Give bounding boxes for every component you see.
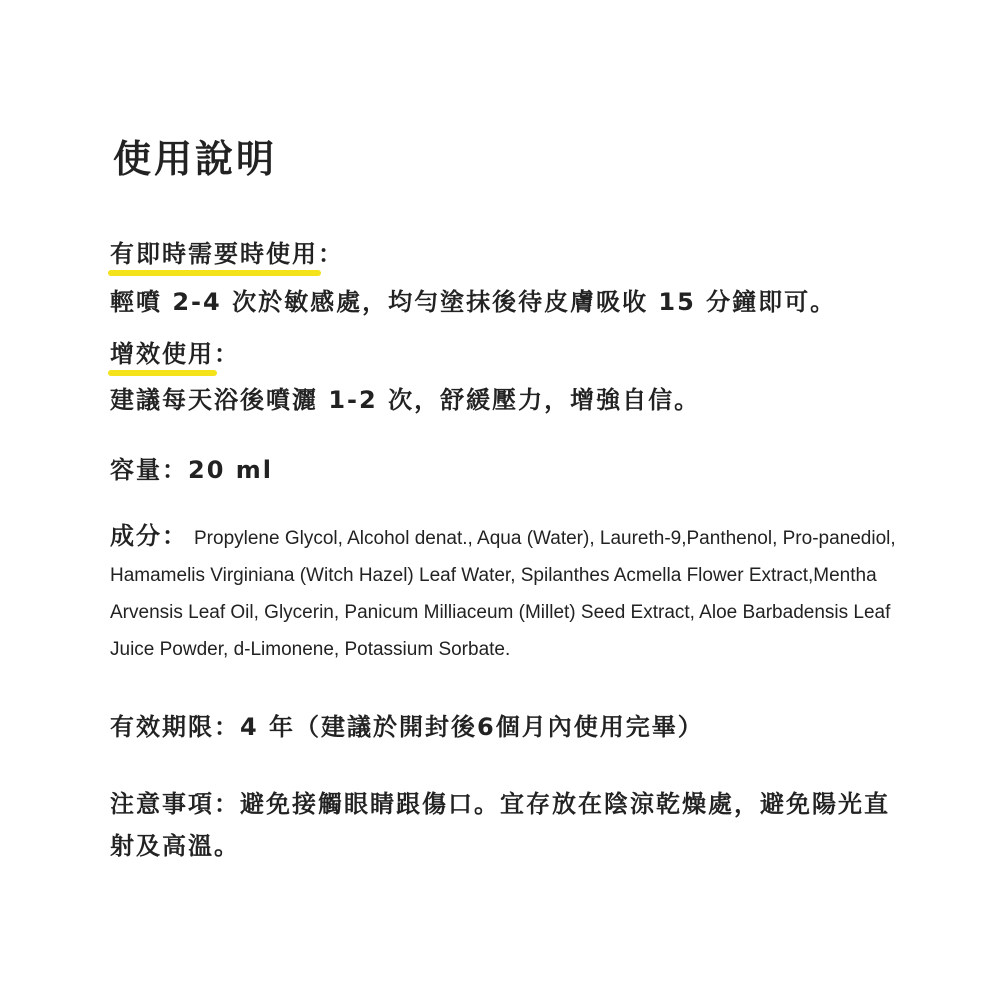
heading-colon: ： bbox=[318, 240, 344, 268]
expiry-info: 有效期限：4 年（建議於開封後6個月內使用完畢） bbox=[110, 713, 704, 741]
section-heading-enhanced-use bbox=[110, 334, 240, 369]
immediate-use-instructions: 輕噴 2-4 次於敏感處，均勻塗抹後待皮膚吸收 15 分鐘即可。 bbox=[110, 288, 837, 316]
heading-colon: ： bbox=[214, 340, 240, 368]
section-heading-immediate-use bbox=[110, 234, 344, 269]
ingredients-block bbox=[110, 518, 900, 668]
volume-info: 容量：20 ml bbox=[110, 456, 273, 484]
highlighted-heading-label: 增效使用 bbox=[110, 334, 214, 369]
enhanced-use-instructions: 建議每天浴後噴灑 1-2 次，舒緩壓力，增強自信。 bbox=[110, 386, 701, 414]
ingredients-list: Propylene Glycol, Alcohol denat., Aqua (Water), Laureth-9,Panthenol, Pro-panediol, Hamamelis Virginiana (Witch Hazel) Leaf Water, Spilanthes Acmella Flower Extract,Mentha Arvensis Leaf Oil, Glycerin, Panicum Milliaceum (Millet) Seed Extract, Aloe Barbadensis Leaf Juice Powder, d-Limonene, Potassium Sorbate. bbox=[110, 528, 896, 660]
page-title: 使用說明 bbox=[113, 137, 278, 181]
ingredients-label: 成分： bbox=[110, 522, 188, 550]
caution-notes: 注意事項：避免接觸眼睛跟傷口。宜存放在陰涼乾燥處，避免陽光直射及高溫。 bbox=[110, 790, 890, 860]
highlighted-heading-label: 有即時需要時使用 bbox=[110, 234, 318, 269]
